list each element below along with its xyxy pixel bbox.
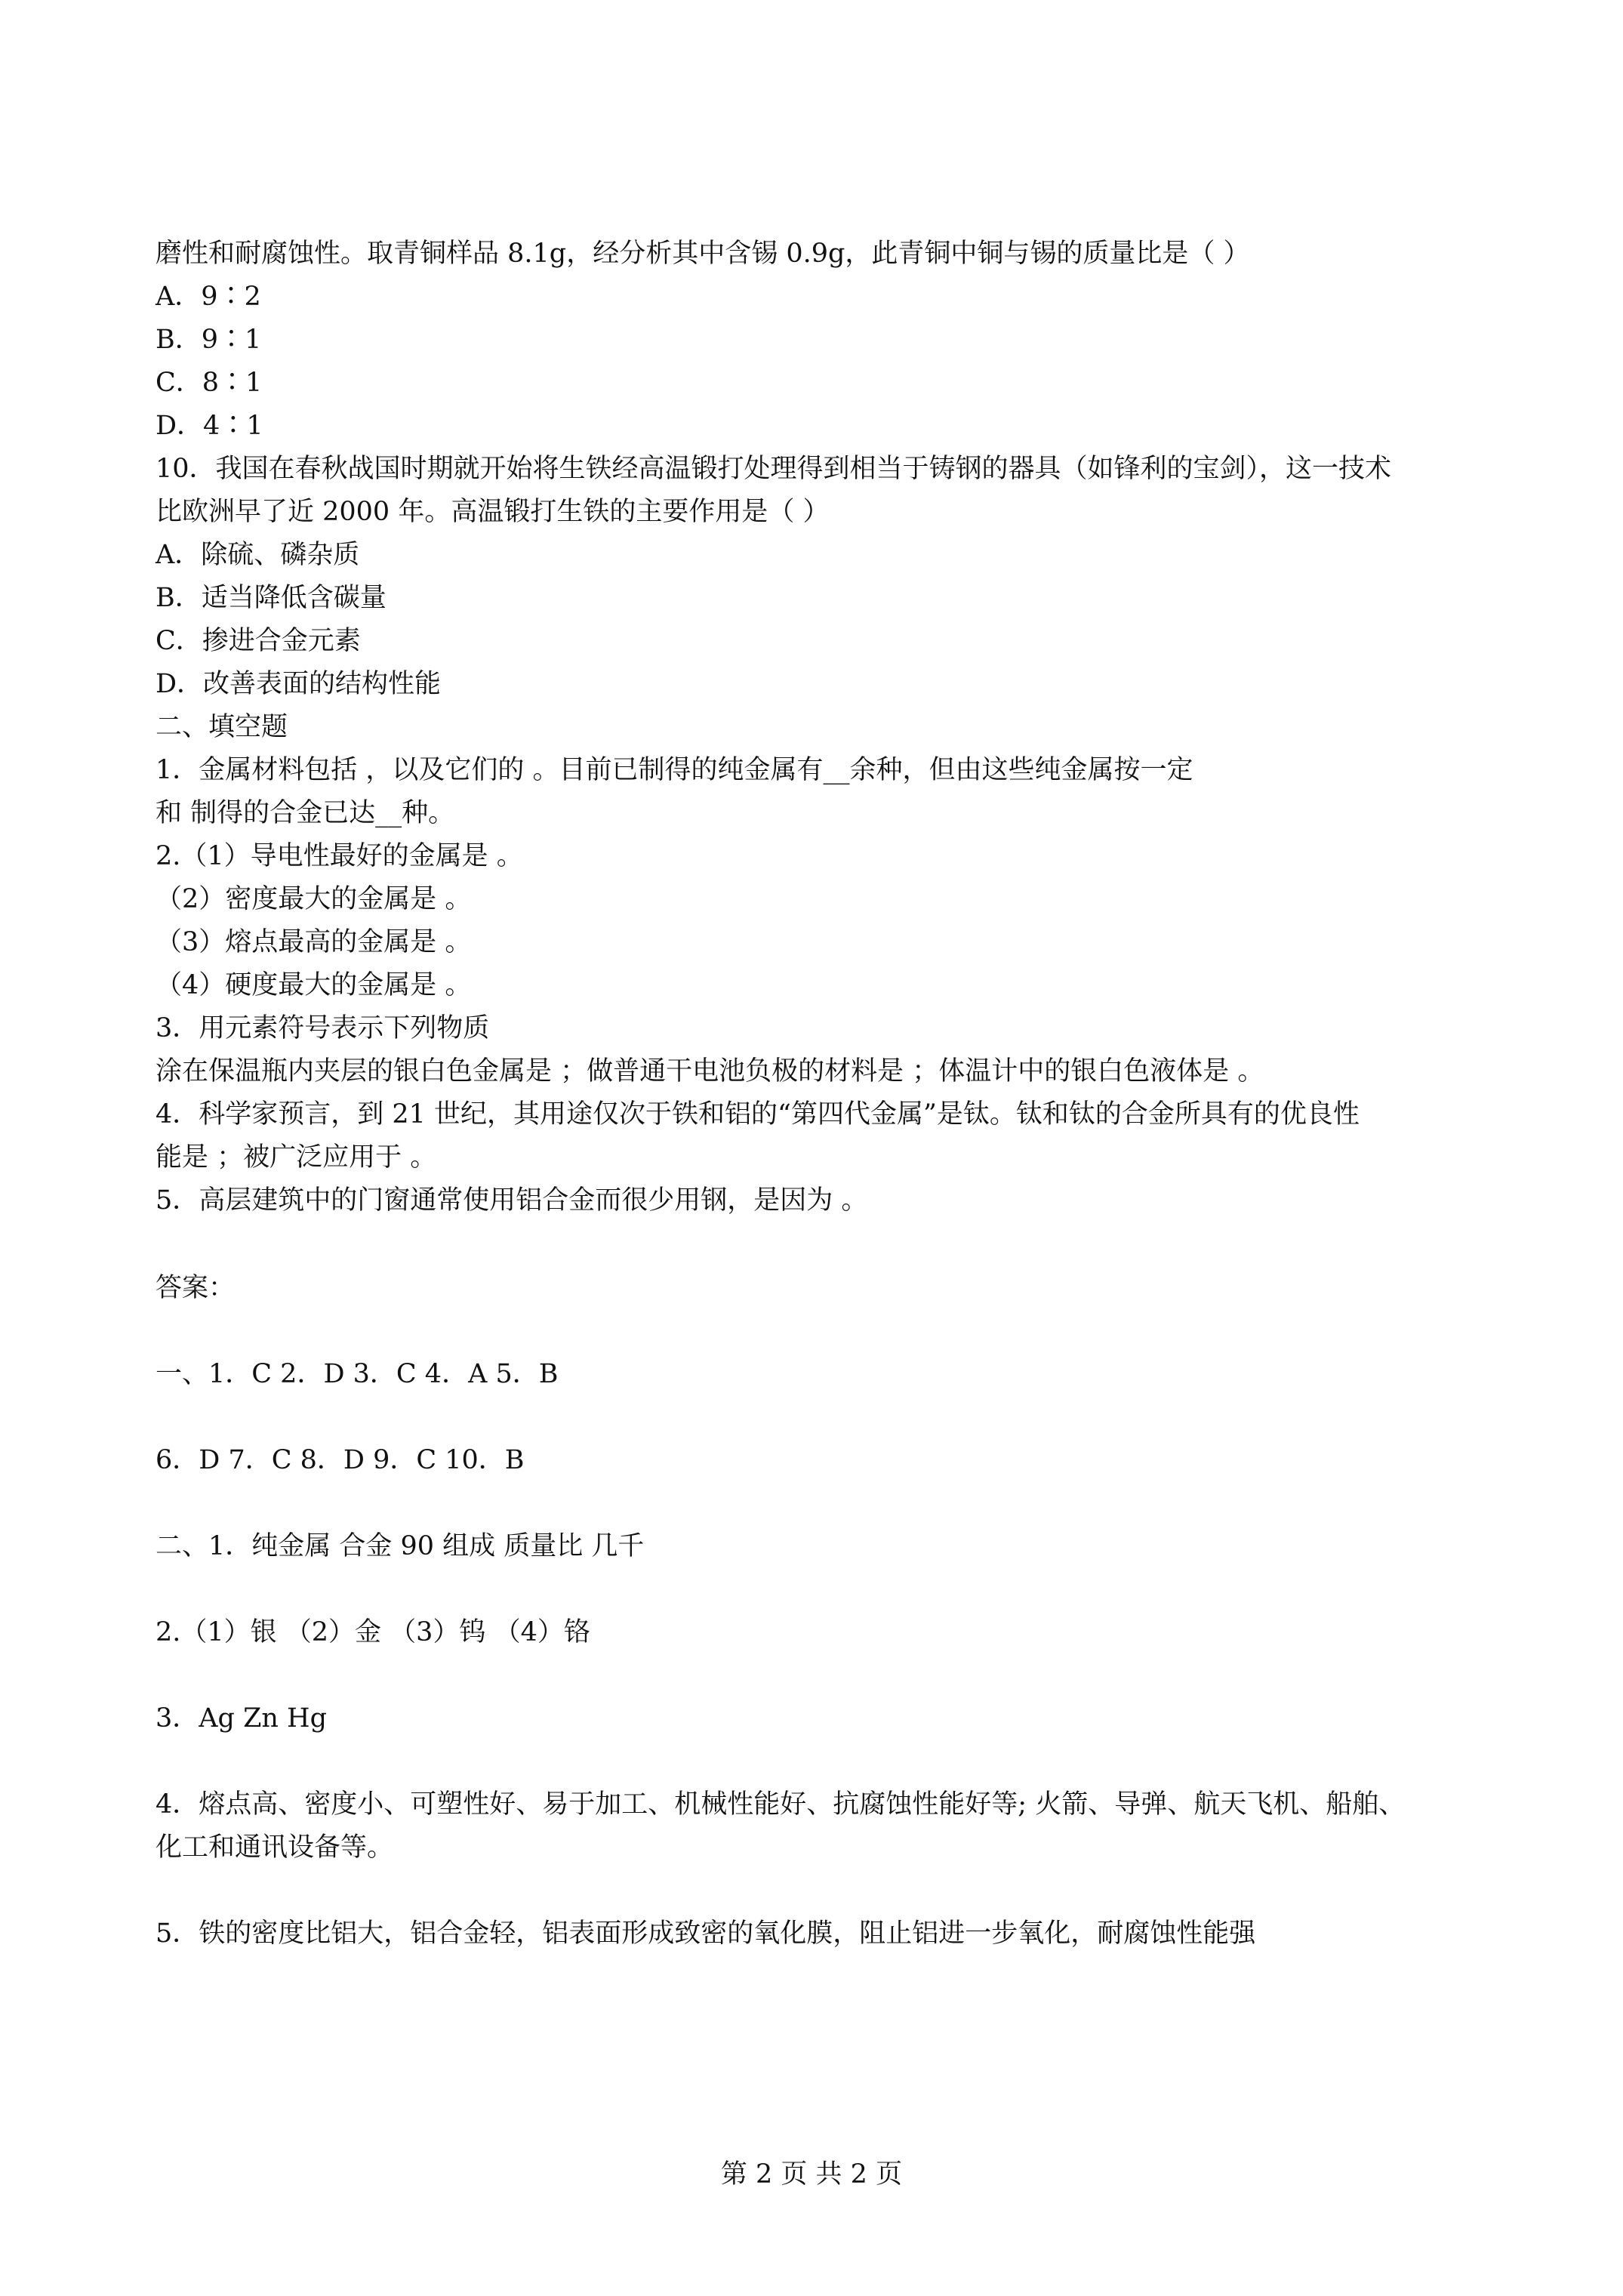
answer-line: 化工和通讯设备等。 bbox=[156, 1832, 394, 1863]
option-line: D．4∶1 bbox=[156, 411, 263, 441]
question-line: 比欧洲早了近 2000 年。高温锻打生铁的主要作用是（ ） bbox=[156, 497, 830, 527]
question-line: 4．科学家预言，到 21 世纪，其用途仅次于铁和铝的“第四代金属”是钛。钛和钛的合金所具有的优良性 bbox=[156, 1099, 1360, 1130]
option-line: D．改善表面的结构性能 bbox=[156, 669, 442, 699]
option-line: B．适当降低含碳量 bbox=[156, 583, 387, 613]
question-line: 涂在保温瓶内夹层的银白色金属是 ；做普通干电池负极的材料是 ；体温计中的银白色液体是 。 bbox=[156, 1056, 1264, 1086]
answer-line: 4．熔点高、密度小、可塑性好、易于加工、机械性能好、抗腐蚀性能好等; 火箭、导弹、航天飞机、船舶、 bbox=[156, 1789, 1406, 1820]
question-line: 5．高层建筑中的门窗通常使用铝合金而很少用钢，是因为 。 bbox=[156, 1185, 868, 1216]
question-line: （2）密度最大的金属是 。 bbox=[156, 884, 472, 914]
answer-line: 二、1．纯金属 合金 90 组成 质量比 几千 bbox=[156, 1531, 645, 1561]
answer-line: 3．Ag Zn Hg bbox=[156, 1703, 327, 1734]
page-number: 第 2 页 共 2 页 bbox=[720, 2159, 903, 2190]
answer-heading: 答案： bbox=[156, 1273, 236, 1303]
option-line: C．掺进合金元素 bbox=[156, 626, 361, 656]
question-line: 3．用元素符号表示下列物质 bbox=[156, 1013, 490, 1043]
question-line: （4）硬度最大的金属是 。 bbox=[156, 970, 472, 1000]
question-line: 2.（1）导电性最好的金属是 。 bbox=[156, 841, 523, 871]
question-line: （3）熔点最高的金属是 。 bbox=[156, 927, 472, 957]
answer-line: 5．铁的密度比铝大，铝合金轻，铝表面形成致密的氧化膜，阻止铝进一步氧化，耐腐蚀性能强 bbox=[156, 1918, 1256, 1949]
question-line: 1．金属材料包括 ，以及它们的 。目前已制得的纯金属有__余种，但由这些纯金属按一定 bbox=[156, 755, 1193, 785]
answer-line: 一、1．C 2．D 3．C 4．A 5．B bbox=[156, 1359, 559, 1389]
answer-line: 6．D 7．C 8．D 9．C 10．B bbox=[156, 1445, 525, 1475]
option-line: A．9∶2 bbox=[156, 282, 261, 312]
question-line: 和 制得的合金已达__种。 bbox=[156, 798, 455, 828]
option-line: C．8∶1 bbox=[156, 368, 263, 398]
text-line: 磨性和耐腐蚀性。取青铜样品 8.1g，经分析其中含锡 0.9g，此青铜中铜与锡的质量比是（ ） bbox=[156, 239, 1250, 269]
answer-line: 2.（1）银 （2）金 （3）钨 （4）铬 bbox=[156, 1617, 590, 1647]
option-line: B．9∶1 bbox=[156, 325, 262, 355]
option-line: A．除硫、磷杂质 bbox=[156, 540, 360, 570]
question-line: 10．我国在春秋战国时期就开始将生铁经高温锻打处理得到相当于铸钢的器具（如锋利的宝剑），这一技术 bbox=[156, 454, 1392, 484]
question-line: 能是 ；被广泛应用于 。 bbox=[156, 1142, 437, 1173]
section-heading: 二、填空题 bbox=[156, 712, 288, 742]
